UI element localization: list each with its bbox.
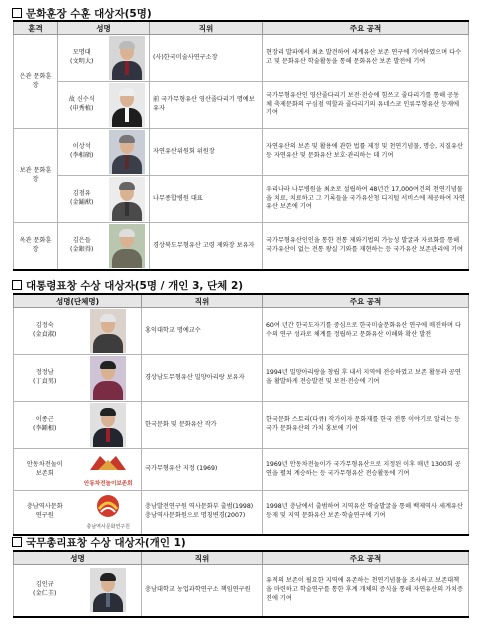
merit-text: 자연유산의 보존 및 활용에 관한 법률 제정 및 천연기념물, 명승, 지질유산 등 자연유산 및 문화유산 보호·관리하는 데 기여 [263,129,469,176]
logo-text: 안동차전놀이보존회 [83,481,133,487]
hanja-text: (丁貞男) [33,378,57,385]
merit-text: 국가무형유산인 영산줄다리기 보전·전승에 힘쓰고 줄다리기를 통해 공동체 축제문화의 구심점 역할과 줄다리기의 유네스코 인류무형유산 등재에 기여 [263,82,469,129]
merit-text: 60여 년간 한국도자기를 중심으로 한국미술문화유산 연구에 매진하며 다수의 연구 성과로 체계를 정립하고 문화유산 이해와 확산 발전 [263,308,469,355]
award-grade: 은관 문화훈장 [14,35,58,129]
portrait-photo [106,176,150,223]
merit-text: 1969년 안동차전놀이가 국가무형유산으로 지정된 이후 매년 1300회 공연을 펼쳐 계승하는 등 국가무형유산 전승활동에 기여 [263,449,469,491]
name-text: 이종근 [35,416,54,424]
section-title-pm [12,535,186,550]
name-text: 김정숙 [35,322,54,330]
role-text: 자연유산위원회 위원장 [150,129,263,176]
hanja-text: (金鋪猷) [70,199,94,206]
portrait-photo [76,565,142,617]
name-text: 故 신수식 [68,96,95,104]
hanja-text: (申秀植) [70,105,94,112]
checkbox-square-icon [12,537,22,547]
role-text: 한국문화 및 문화유산 작가 [142,402,263,449]
section-title-text: 국무총리표창 수상 대상자(개인 1) [26,537,186,549]
col-header-merit: 주요 공적 [263,551,469,565]
col-header-name: 성명 [14,551,142,565]
role-text: 충남발전연구원 역사문화부 출범(1998) 충남역사문화원으로 명칭변경(2007) [142,491,263,535]
role-text: 국가무형유산 지정 (1969) [142,449,263,491]
portrait-photo [106,35,150,82]
section-title-text: 대통령표창 수상 대상자(5명 / 개인 3, 단체 2) [26,280,244,292]
portrait-photo [106,129,150,176]
name-text: 이상석 [72,143,91,151]
name-text: 김인규 [35,581,54,589]
merit-text: 1998년 충남에서 출범하여 지역유산 학술발굴을 통해 백제역사 세계유산 등재 및 지역 문화유산 보존·학술연구에 기여 [263,491,469,535]
section-title-presidential [12,278,243,293]
role-text: 경상남도무형유산 밀양아리랑 보유자 [142,355,263,402]
hanja-text: (李相碩) [70,152,94,159]
person-name [58,176,106,223]
role-text: 홍익대학교 명예교수 [142,308,263,355]
role-text: 충남대학교 농업과학연구소 책임연구원 [142,565,263,617]
pm-table [13,550,469,618]
person-name [14,402,76,449]
person-name [14,308,76,355]
role-text: 나무종합병원 대표 [150,176,263,223]
role-text: (사)한국미술사연구소장 [150,35,263,82]
person-name [58,223,106,271]
merit-text: 우리나라 나무병원을 최초로 설립하여 48년간 17,000여건의 천연기념물을 치료, 치료하고 그 기록들을 국가유산청 디지털 서비스에 제공하여 자연유산 보존에 기여 [263,176,469,223]
award-grade: 옥관 문화훈장 [14,223,58,271]
presidential-table [13,293,469,536]
col-header-grade: 훈격 [14,21,58,35]
andong-logo-icon [80,450,136,476]
hanja-text: (金貞淑) [33,331,57,338]
institute-logo-icon [90,493,126,519]
checkbox-square-icon [12,280,22,290]
portrait-photo [106,82,150,129]
person-name [58,129,106,176]
merit-text: 유적의 보존이 필요한 지역에 유존하는 천연기념물을 조사하고 보존대책을 마련하고 학술연구를 통한 후계 개체의 증식을 통해 자연유산의 가치증진에 기여 [263,565,469,617]
col-header-name: 성명(단체명) [14,294,142,308]
portrait-photo [76,402,142,449]
portrait-photo [106,223,150,271]
name-text: 정정남 [35,369,54,377]
hanja-text: (金仁圭) [33,590,57,598]
name-text: 김점유 [72,190,91,198]
merit-text: 현장리 발파에서 최초 발견하여 세계유산 보존 연구에 기여하였으며 다수 고 및 문화유산 학술활동을 통해 문화유산 보존 발전에 기여 [263,35,469,82]
person-name [58,82,106,129]
award-grade: 보관 문화훈장 [14,129,58,223]
section-title-text: 문화훈장 수훈 대상자(5명) [26,8,152,20]
portrait-photo [76,355,142,402]
role-text: 경상북도무형유산 고령 제와장 보유자 [150,223,263,271]
section-title-medal [12,6,152,21]
person-name [58,35,106,82]
merit-text: 국가무형유산인인을 통한 전통 제와기법의 가능성 발굴과 자료화를 통해 국가유산이 없는 전통 왕실 기와를 재현하는 등 국가유산 보존관리에 기여 [263,223,469,271]
merit-text: 한국문화 스토리(다큐) 작가이자 문화재를 한국 전통 이야기로 알리는 등 국가 문화유산의 가치 홍보에 기여 [263,402,469,449]
portrait-photo [76,308,142,355]
group-logo [76,449,142,491]
person-name [14,565,76,617]
hanja-text: (金銀得) [70,246,94,253]
name-text: 모명대 [72,49,91,57]
hanja-text: (文明大) [70,58,94,65]
col-header-role: 직위 [150,21,263,35]
group-logo [76,491,142,535]
col-header-name: 성명 [58,21,150,35]
group-name: 안동차전놀이 보존회 [14,449,76,491]
hanja-text: (李鍾根) [33,425,57,432]
name-text: 김은들 [72,237,91,245]
person-name [14,355,76,402]
group-name: 충남역사문화 연구원 [14,491,76,535]
col-header-role: 직위 [142,294,263,308]
merit-text: 1994년 밀양아리랑을 창립 후 내서 지역에 전승하였고 보존 활동과 공연을 활발하게 전승발전 및 보전·전승에 기여 [263,355,469,402]
col-header-merit: 주요 공적 [263,21,469,35]
col-header-role: 직위 [142,551,263,565]
medal-table [13,20,469,271]
logo-text: 충남역사문화연구원 [86,523,130,530]
checkbox-square-icon [12,8,22,18]
col-header-merit: 주요 공적 [263,294,469,308]
role-text: 前 국가무형유산 영산줄다리기 명예보유자 [150,82,263,129]
